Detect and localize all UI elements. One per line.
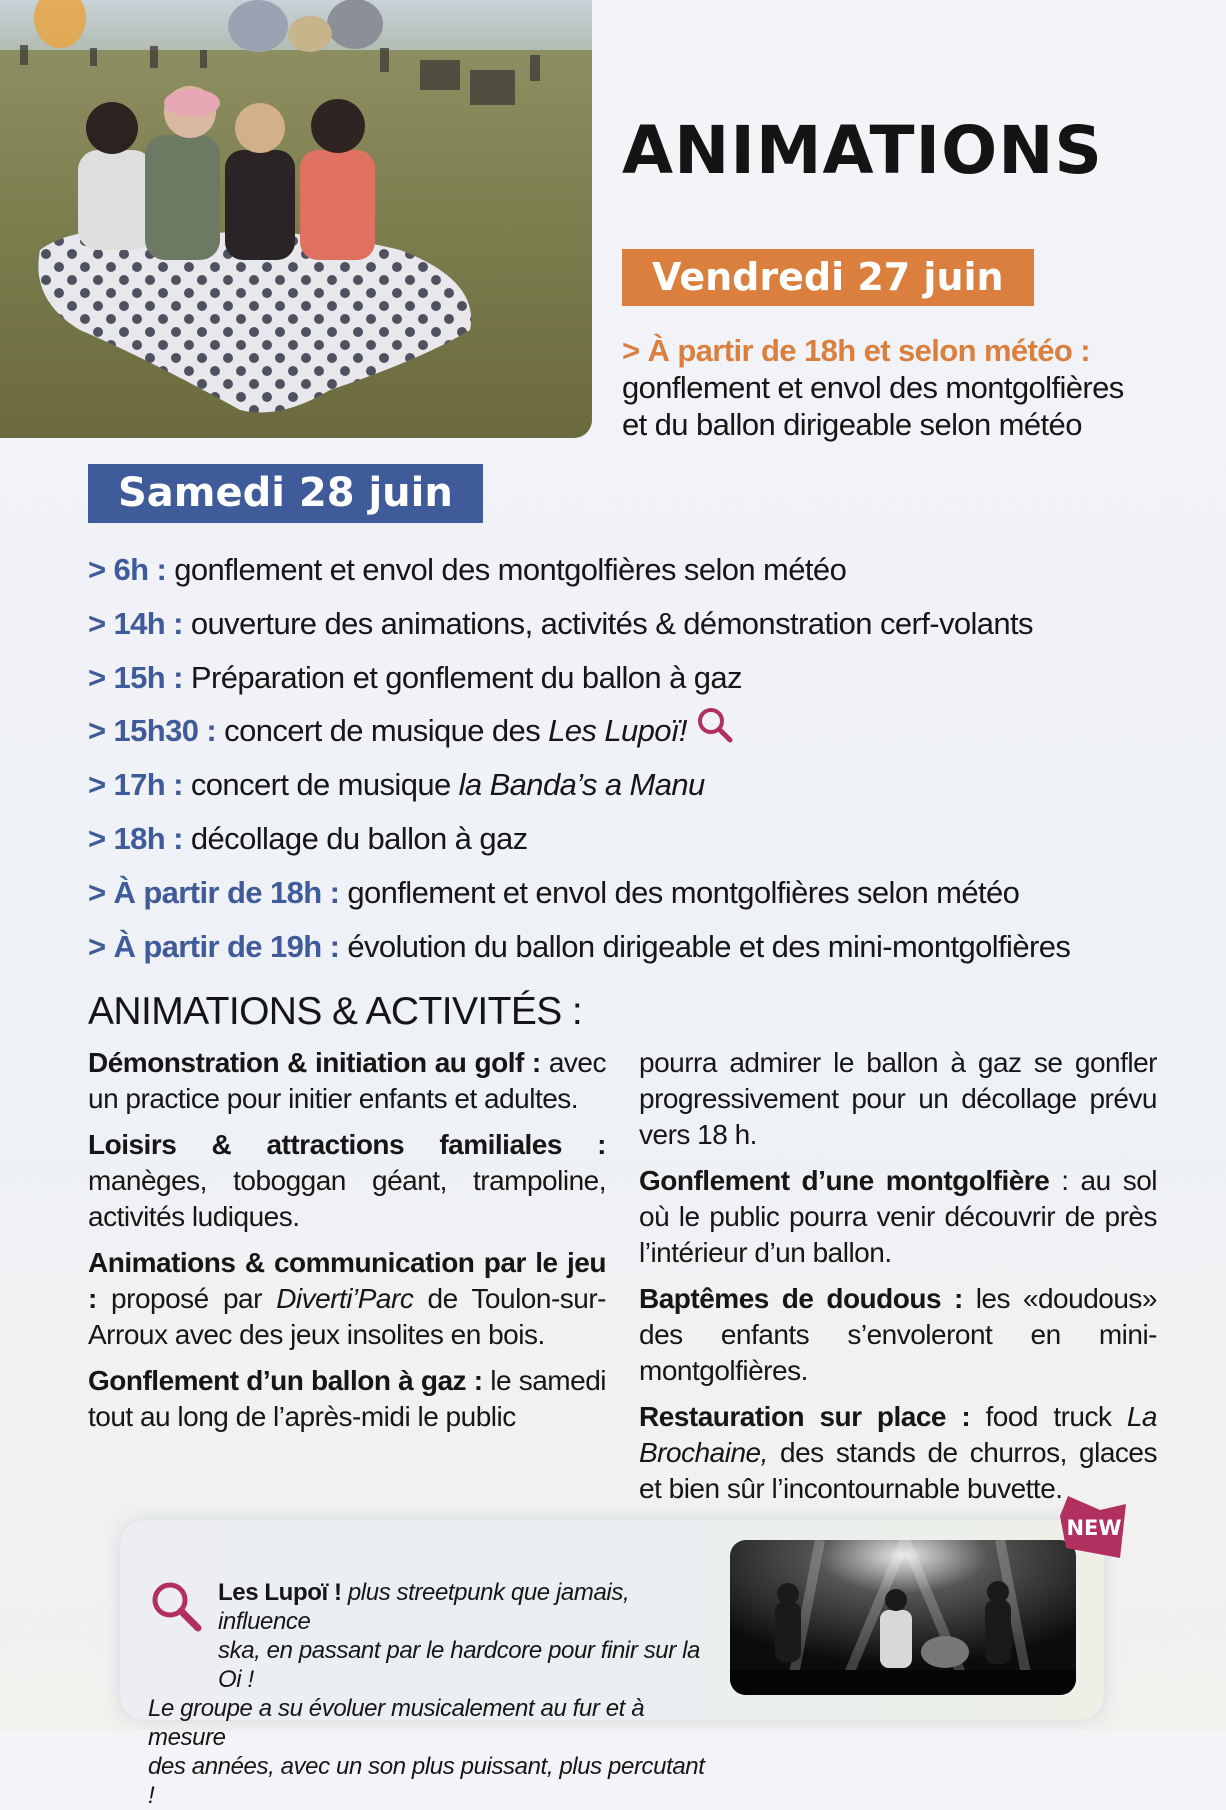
- friday-line-1: gonflement et envol des montgolfières: [622, 370, 1124, 405]
- schedule-item: [88, 651, 1198, 705]
- band-concert-photo: [730, 1540, 1076, 1695]
- activity-doudous: Baptêmes de doudous : les «doudous» des enfants s’envoleront en mini-montgolfières.: [639, 1283, 1157, 1386]
- schedule-text: décollage du ballon à gaz: [182, 820, 528, 856]
- schedule-item: [88, 866, 1198, 920]
- schedule-time: > 14h :: [88, 605, 183, 641]
- schedule-item: [88, 597, 1198, 651]
- saturday-date-badge: Samedi 28 juin: [88, 464, 483, 523]
- activity-montgolfiere: Gonflement d’une montgolfière : au sol où le public pourra venir découvrir de près l’intérieur d’un ballon.: [639, 1165, 1157, 1268]
- friday-line-2: et du ballon dirigeable selon météo: [622, 407, 1082, 442]
- schedule-item: [88, 543, 1198, 597]
- schedule-text: ouverture des animations, activités & démonstration cerf-volants: [182, 605, 1033, 641]
- friday-time-highlight: > À partir de 18h et selon météo :: [622, 333, 1090, 368]
- band-name: Les Lupoï !: [218, 1579, 342, 1606]
- activity-golf: Démonstration & initiation au golf : avec un practice pour initier enfants et adultes.: [88, 1047, 606, 1114]
- band-name-lupoi: Les Lupoï!: [548, 713, 687, 749]
- kids-field-photo: [0, 0, 592, 438]
- schedule-time: > À partir de 19h :: [88, 928, 340, 964]
- magnifier-icon: [695, 705, 735, 762]
- schedule-time: > 6h :: [88, 552, 167, 587]
- schedule-text: évolution du ballon dirigeable et des mini-montgolfières: [339, 928, 1071, 964]
- schedule-text: concert de musique des: [216, 713, 549, 749]
- schedule-time: > 17h :: [88, 767, 183, 803]
- schedule-item: [88, 812, 1198, 866]
- band-name-banda: la Banda’s a Manu: [458, 767, 705, 803]
- activity-loisirs: Loisirs & attractions familiales : manèges, toboggan géant, trampoline, activités ludiques.: [88, 1129, 606, 1232]
- schedule-item: [88, 920, 1198, 974]
- activities-left-column: [88, 1045, 606, 1445]
- activities-right-column: [639, 1045, 1157, 1517]
- activities-heading: ANIMATIONS & ACTIVITÉS :: [88, 990, 583, 1033]
- schedule-item: [88, 704, 1198, 758]
- band-description: Les Lupoï ! plus streetpunk que jamais, influence ska, en passant par le hardcore pour finir sur la Oi ! Le groupe a su évoluer musicalement au fur et à mesure des années, avec un son plus puissant, plus percutant !: [148, 1579, 705, 1809]
- activity-jeu: Animations & communication par le jeu : proposé par Diverti’Parc de Toulon-sur-Arroux avec des jeux insolites en bois.: [88, 1247, 606, 1350]
- activity-restauration: Restauration sur place : food truck La Brochaine, des stands de churros, glaces et bien sûr l’incontournable buvette.: [639, 1401, 1157, 1504]
- friday-date-badge: Vendredi 27 juin: [622, 249, 1034, 306]
- schedule-text: gonflement et envol des montgolfières selon météo: [339, 874, 1020, 910]
- schedule-item: [88, 758, 1198, 812]
- friday-schedule: [622, 332, 1182, 443]
- schedule-time: > 15h :: [88, 659, 183, 695]
- schedule-time: > 18h :: [88, 820, 183, 856]
- new-badge-label: NEW: [1066, 1516, 1122, 1540]
- activity-ballon-gaz: Gonflement d’un ballon à gaz : le samedi tout au long de l’après-midi le public: [88, 1365, 606, 1432]
- schedule-text: Préparation et gonflement du ballon à gaz: [182, 659, 742, 695]
- page-title: ANIMATIONS: [622, 112, 1103, 189]
- schedule-time: > À partir de 18h :: [88, 874, 340, 910]
- schedule-text: gonflement et envol des montgolfières selon météo: [166, 552, 847, 587]
- schedule-time: > 15h30 :: [88, 713, 217, 749]
- schedule-text: concert de musique: [182, 767, 459, 803]
- activity-ballon-gaz-cont: pourra admirer le ballon à gaz se gonfler progressivement pour un décollage prévu vers 18 h.: [639, 1047, 1157, 1150]
- saturday-schedule: [88, 543, 1198, 973]
